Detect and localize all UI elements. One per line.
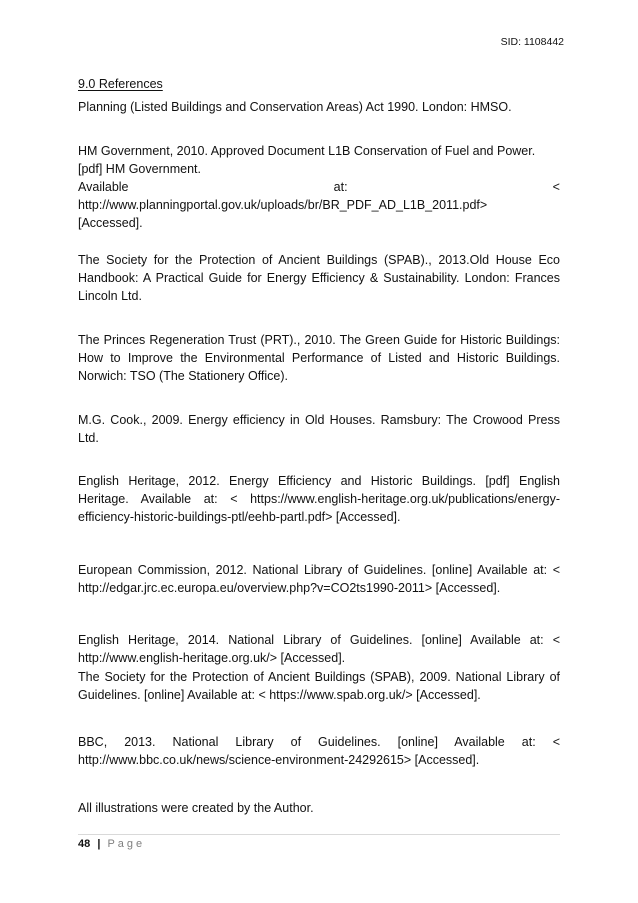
reference-entry: The Society for the Protection of Ancient Buildings (SPAB)., 2013.Old House Eco Handbook: A Practical Guide for Energy Efficiency & Sustainability. London: Frances Lincoln Ltd.	[78, 253, 560, 303]
footer-divider	[78, 834, 560, 835]
reference-entry: English Heritage, 2012. Energy Efficiency and Historic Buildings. [pdf] English Heritage. Available at: < https://www.english-heritage.org.uk/publications/energy-efficiency-historic-buildings-ptl/eehb-partl.pdf> [Accessed].	[78, 474, 560, 524]
student-id: SID: 1108442	[500, 36, 564, 48]
reference-justified-line	[78, 178, 560, 196]
page-footer	[78, 838, 145, 850]
reference-line: [Accessed].	[78, 216, 143, 230]
reference-entry: BBC, 2013. National Library of Guidelines. [online] Available at: < http://www.bbc.co.uk/news/science-environment-24292615> [Accessed].	[78, 735, 560, 767]
reference-entry: The Princes Regeneration Trust (PRT)., 2010. The Green Guide for Historic Buildings: How to Improve the Environmental Performance of Listed and Historic Buildings. Norwich: TSO (The Stationery Office).	[78, 333, 560, 383]
reference-entry: European Commission, 2012. National Library of Guidelines. [online] Available at: < http://edgar.jrc.ec.europa.eu/overview.php?v=CO2ts1990-2011> [Accessed].	[78, 563, 560, 595]
reference-line: HM Government, 2010. Approved Document L1B Conservation of Fuel and Power.	[78, 144, 536, 158]
reference-entry: The Society for the Protection of Ancient Buildings (SPAB), 2009. National Library of Guidelines. [online] Available at: < https://www.spab.org.uk/> [Accessed].	[78, 670, 560, 702]
reference-entry	[78, 98, 560, 116]
reference-word: at:	[333, 180, 348, 194]
reference-entry	[78, 142, 560, 232]
page-label: Page	[107, 838, 146, 850]
reference-word: Available	[78, 180, 129, 194]
footer-separator: |	[97, 838, 101, 850]
closing-note: All illustrations were created by the Author.	[78, 801, 314, 815]
section-heading: 9.0 References	[78, 77, 163, 91]
reference-word: <	[552, 180, 560, 194]
page-number: 48	[78, 838, 91, 850]
reference-url: http://www.planningportal.gov.uk/uploads/br/BR_PDF_AD_L1B_2011.pdf>	[78, 198, 488, 212]
reference-line: Planning (Listed Buildings and Conservation Areas) Act 1990. London: HMSO.	[78, 100, 512, 114]
reference-entry: M.G. Cook., 2009. Energy efficiency in Old Houses. Ramsbury: The Crowood Press Ltd.	[78, 413, 560, 445]
reference-entry: English Heritage, 2014. National Library of Guidelines. [online] Available at: < http://www.english-heritage.org.uk/> [Accessed].	[78, 633, 560, 665]
reference-line: [pdf] HM Government.	[78, 162, 201, 176]
